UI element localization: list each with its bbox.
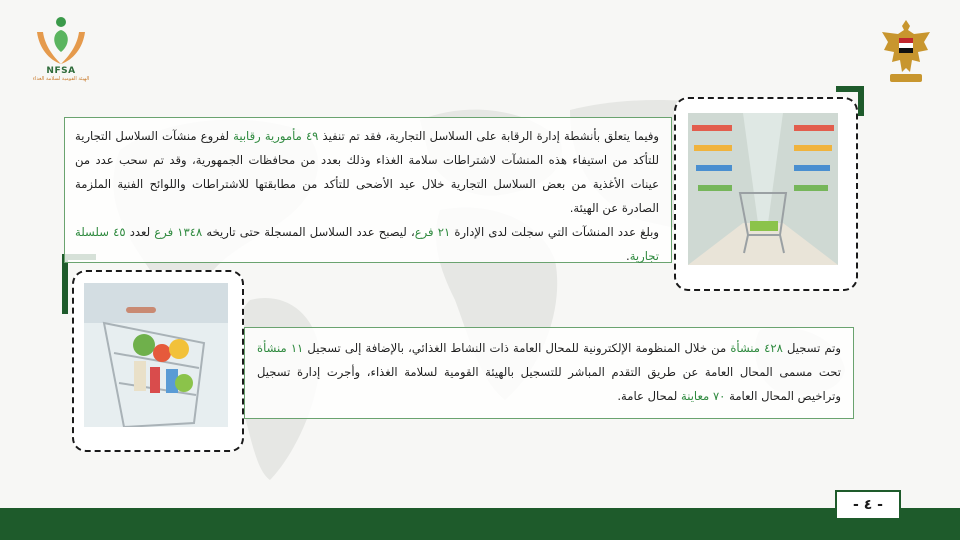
highlight-figure: ٢١ فرع (414, 225, 451, 239)
egypt-eagle-emblem-icon (880, 16, 932, 88)
body-text: من خلال المنظومة الإلكترونية للمحال العامة ذات النشاط الغذائي، بالإضافة إلى تسجيل (303, 341, 731, 355)
body-text: . (626, 249, 630, 263)
highlight-figure: ١٣٤٨ فرع (154, 225, 203, 239)
nfsa-logo (22, 14, 100, 100)
highlight-figure: ١١ منشأة (257, 341, 304, 355)
body-text: وفيما يتعلق بأنشطة إدارة الرقابة على السلاسل التجارية، فقد تم تنفيذ (318, 129, 660, 143)
green-corner-accent-left-side (62, 254, 68, 314)
body-text: لفروع منشآت السلاسل التجارية للتأكد من استيفاء هذه المنشآت لاشتراطات سلامة الغذاء وذلك بعدد من محافظات الجمهورية، وقد تم سحب عدد من عينات الأغذية من بعض السلاسل التجارية خلال عيد الأضحى للتأكد من مطابقتها للاشتراطات واللوائح الفنية الملزمة الصادرة عن الهيئة. (75, 129, 659, 215)
body-text: وبلغ عدد المنشآت التي سجلت لدى الإدارة (450, 225, 659, 239)
text-box-public-shops (244, 327, 854, 419)
highlight-figure: ٧٠ معاينة (680, 389, 726, 403)
body-text: لعدد (125, 225, 155, 239)
text-box-chains-control (64, 117, 672, 263)
nfsa-logo-icon (31, 14, 91, 68)
page-number: - ٤ - (835, 490, 901, 520)
green-corner-accent-top-side (858, 86, 864, 116)
nfsa-logo-name: NFSA (46, 66, 76, 76)
highlight-figure: ٤٩ مأمورية رقابية (233, 129, 319, 143)
body-text: ، ليصبح عدد السلاسل المسجلة حتى تاريخه (202, 225, 415, 239)
highlight-figure: ٤٢٨ منشأة (730, 341, 783, 355)
body-text: تحت مسمى المحال العامة عن طريق التقدم المباشر للتسجيل بالهيئة القومية لسلامة الغذاء، وأجرت إدارة تسجيل وتراخيص المحال العامة (257, 365, 841, 403)
highlight-figure: ٤٥ سلسلة تجارية (75, 225, 659, 263)
body-text: وتم تسجيل (782, 341, 842, 355)
paragraph-public-shops-registration (257, 336, 841, 408)
paragraph-chains-inspections (75, 124, 659, 220)
body-text: لمحال عامة. (617, 389, 681, 403)
grocery-cart-photo (84, 283, 228, 427)
supermarket-cart-aisle-photo (688, 113, 838, 265)
paragraph-registered-branches (75, 220, 659, 268)
footer-bar (0, 508, 960, 540)
nfsa-logo-subtitle: الهيئة القومية لسلامة الغذاء (32, 76, 90, 82)
